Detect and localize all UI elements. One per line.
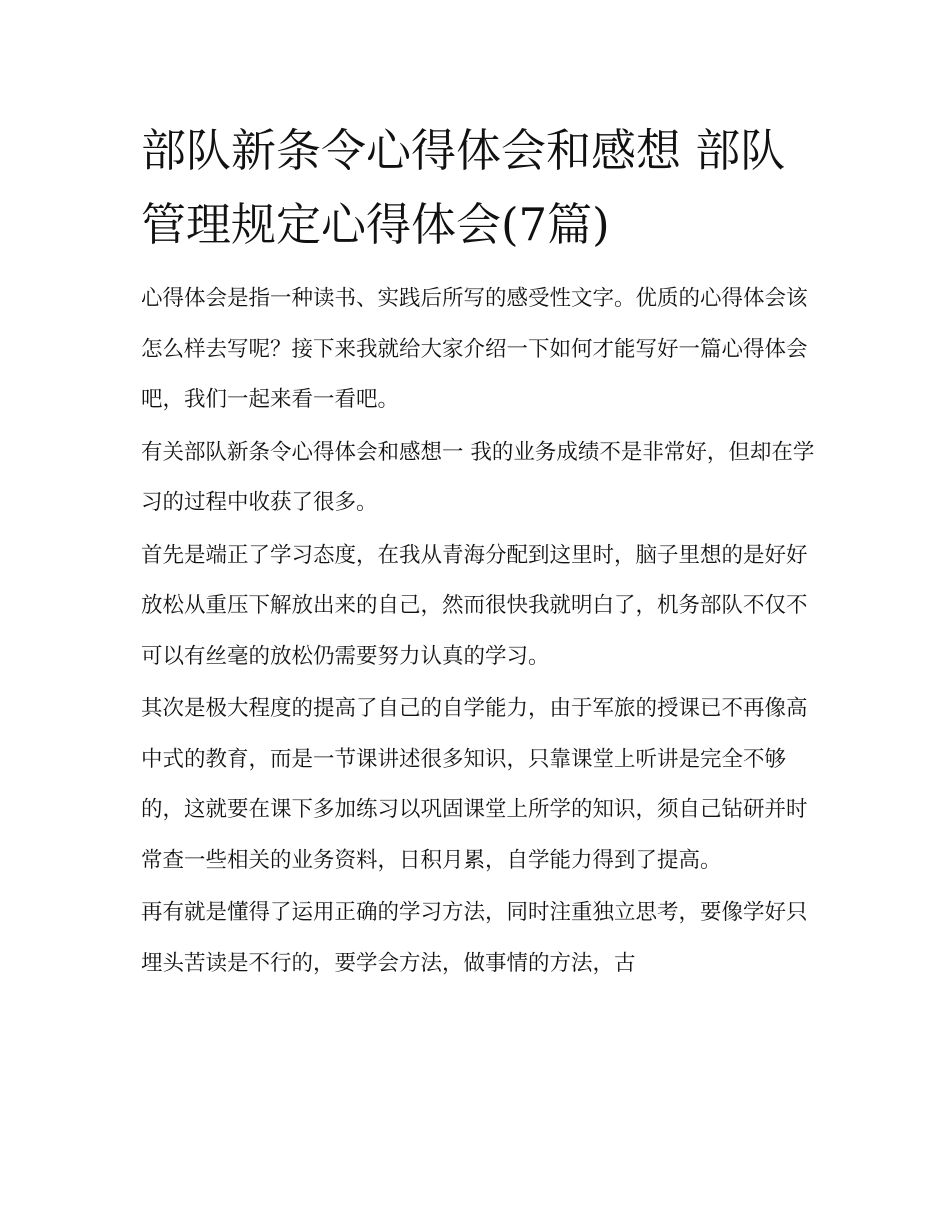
paragraph-intro: 心得体会是指一种读书、实践后所写的感受性文字。优质的心得体会该怎么样去写呢？接下来我就给大家介绍一下如何才能写好一篇心得体会吧，我们一起来看一看吧。	[141, 286, 808, 412]
document-body	[141, 114, 816, 991]
paragraph-attitude: 首先是端正了学习态度，在我从青海分配到这里时，脑子里想的是好好放松从重压下解放出来的自己，然而很快我就明白了，机务部队不仅不可以有丝毫的放松仍需要努力认真的学习。	[141, 542, 808, 669]
paragraph-section-one: 有关部队新条令心得体会和感想一 我的业务成绩不是非常好，但却在学习的过程中收获了很多。	[141, 439, 815, 515]
paragraph-methods: 再有就是懂得了运用正确的学习方法，同时注重独立思考，要像学好只埋头苦读是不行的，要学会方法，做事情的方法，古	[141, 900, 808, 976]
paragraph-self-study: 其次是极大程度的提高了自己的自学能力，由于军旅的授课已不再像高中式的教育，而是一节课讲述很多知识，只靠课堂上听讲是完全不够的，这就要在课下多加练习以巩固课堂上所学的知识，须自己钻研并时常查一些相关的业务资料，日积月累，自学能力得到了提高。	[141, 696, 808, 873]
document-title: 部队新条令心得体会和感想 部队管理规定心得体会(7篇)	[141, 124, 786, 251]
